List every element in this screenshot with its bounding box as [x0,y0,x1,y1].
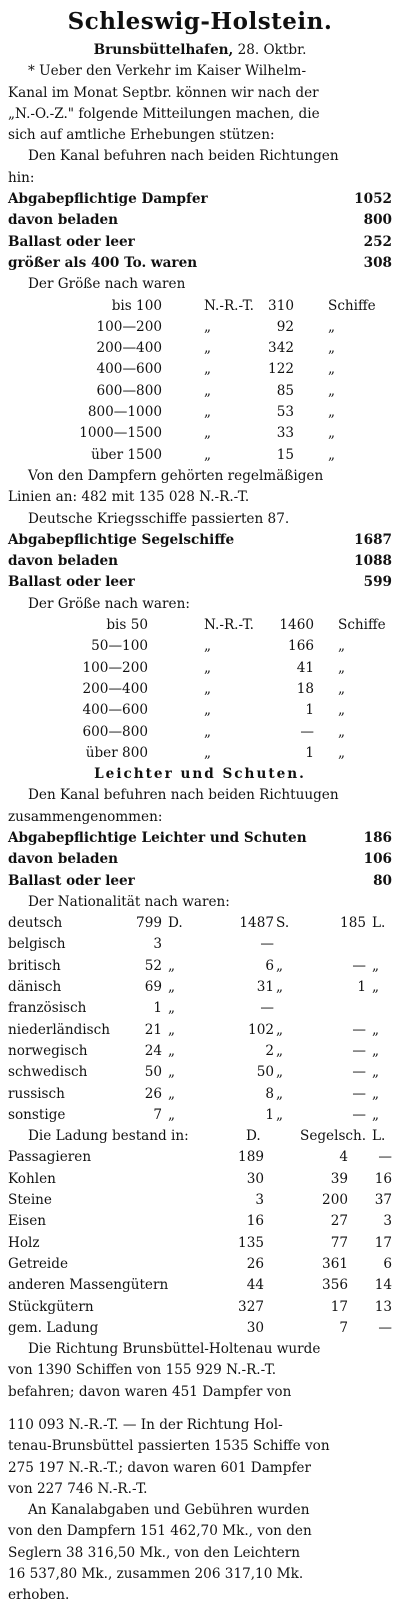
size-unit: „ [204,680,212,697]
nation-su: „ [276,1021,284,1038]
nation-name: niederländisch [8,1021,110,1038]
ladung-s: 200 [322,1192,348,1209]
nation-name: sonstige [8,1106,66,1123]
size-suffix: „ [328,404,336,421]
size-unit: N.-R.-T. [204,297,254,314]
size-row [8,679,392,700]
nation-lu: „ [372,1106,380,1123]
size-count: 122 [268,361,294,378]
size-unit: „ [204,340,212,357]
nation-du: „ [168,1000,176,1017]
size-unit: „ [204,318,212,335]
nation-d: 50 [144,1064,162,1081]
size-count: 92 [276,318,294,335]
size-range: 400—600 [96,361,162,378]
total-value: 1088 [354,553,392,570]
total-label: Abgabepflichtige Segelschiffe [8,531,235,548]
nation-lu: „ [372,1021,380,1038]
size-range: 800—1000 [87,404,162,421]
ladung-l: 6 [383,1255,392,1272]
groesse-heading: Der Größe nach waren [28,276,186,293]
total-label: Abgabepflichtige Leichter und Schuten [8,829,307,846]
abgaben-line: 16 537,80 Mk., zusammen 206 317,10 Mk. [8,1566,304,1583]
kriegsschiffe-line: Deutsche Kriegsschiffe passierten 87. [28,510,290,527]
nation-lu: „ [372,1085,380,1102]
size-range: 600—800 [82,723,148,740]
total-label: Ballast oder leer [8,872,135,889]
size-range: über 800 [85,744,148,761]
dateline-place: Brunsbüttelhafen, [93,42,234,58]
kanal-line: hin: [8,169,35,186]
nation-name: dänisch [8,979,62,996]
ladung-d: 26 [246,1255,264,1272]
total-value: 252 [363,233,392,250]
nation-l: — [352,1106,366,1123]
richtung-line: 275 197 N.-R.-T.; davon waren 601 Dampfer [8,1459,311,1476]
size-unit: „ [204,446,212,463]
size-unit: N.-R.-T. [204,617,254,634]
size-row [8,423,392,444]
nationalitaet-row [8,934,392,955]
ladung-s: 7 [339,1319,348,1336]
nation-l: — [352,1042,366,1059]
nation-name: deutsch [8,915,63,932]
size-range: 100—200 [82,659,148,676]
nationalitaet-row [8,1041,392,1062]
kanal-line: Den Kanal befuhren nach beiden Richtungen [28,148,339,165]
groesse-heading-2: Der Größe nach waren: [28,595,190,612]
nation-du: „ [168,957,176,974]
ladung-item: Getreide [8,1255,69,1272]
dampfer-sizes-table [8,296,392,466]
nation-s: 6 [265,957,274,974]
ladung-row [8,1190,392,1211]
total-value: 80 [373,872,392,889]
nation-name: schwedisch [8,1064,88,1081]
total-row [8,551,392,572]
size-count: 166 [288,638,314,655]
ladung-col-l: L. [372,1128,386,1145]
linien-line: Von den Dampfern gehörten regelmäßigen [28,467,324,484]
ladung-d: 16 [246,1213,264,1230]
nation-d: 52 [144,957,162,974]
size-suffix: „ [328,425,336,442]
ladung-l: 37 [374,1192,392,1209]
ladung-l: 3 [383,1213,392,1230]
nation-d: 3 [153,936,162,953]
nation-name: russisch [8,1085,65,1102]
size-row [8,317,392,338]
size-row [8,658,392,679]
size-range: über 1500 [91,446,162,463]
ladung-table [8,1147,392,1339]
size-unit: „ [204,404,212,421]
size-unit: „ [204,638,212,655]
total-value: 186 [363,829,392,846]
size-unit: „ [204,382,212,399]
nation-su: „ [276,1064,284,1081]
ladung-s: 27 [330,1213,348,1230]
nationalitaet-heading: Der Nationalität nach waren: [28,893,230,910]
size-suffix: „ [338,744,346,761]
total-label: größer als 400 To. waren [8,254,198,271]
leichter-intro-line: Den Kanal befuhren nach beiden Richtuugen [28,787,339,804]
size-range: 100—200 [96,318,162,335]
ladung-item: gem. Ladung [8,1319,99,1336]
nation-s: 2 [265,1042,274,1059]
intro-line: Kanal im Monat Septbr. können wir nach der [8,84,319,101]
ladung-d: 30 [246,1319,264,1336]
total-row [8,530,392,551]
richtung-line: Die Richtung Brunsbüttel-Holtenau wurde [28,1341,321,1358]
ladung-l: 17 [374,1234,392,1251]
ladung-d: 189 [238,1149,264,1166]
size-range: 600—800 [96,382,162,399]
size-suffix: „ [338,680,346,697]
segel-sizes-table [8,615,392,764]
nation-l: 185 [340,915,366,932]
size-row [8,296,392,317]
nation-s: — [260,936,274,953]
nation-l: — [352,1064,366,1081]
nation-d: 24 [144,1042,162,1059]
ladung-item: Stückgütern [8,1298,94,1315]
nationalitaet-row [8,1084,392,1105]
ladung-item: anderen Massengütern [8,1277,169,1294]
nation-s: 31 [256,979,274,996]
size-row [8,402,392,423]
size-row [8,381,392,402]
ladung-d: 3 [255,1192,264,1209]
size-row [8,722,392,743]
nation-su: S. [276,915,290,932]
ladung-heading: Die Ladung bestand in: [28,1128,189,1145]
size-range: 50—100 [91,638,148,655]
nationalitaet-row [8,913,392,934]
ladung-row [8,1233,392,1254]
nation-du: „ [168,979,176,996]
size-range: bis 50 [106,617,148,634]
size-unit: „ [204,702,212,719]
ladung-s: 361 [322,1255,348,1272]
size-suffix: „ [338,723,346,740]
total-row [8,871,392,892]
size-count: 33 [276,425,294,442]
intro-line: „N.-O.-Z." folgende Mitteilungen machen, die [8,105,320,122]
nation-du: „ [168,1085,176,1102]
size-unit: „ [204,723,212,740]
size-suffix: „ [328,318,336,335]
nation-s: 1 [265,1106,274,1123]
leichter-heading: Leichter und Schuten. [94,766,306,783]
nation-l: — [352,957,366,974]
nation-su: „ [276,1106,284,1123]
ladung-s: 77 [330,1234,348,1251]
size-suffix: „ [328,361,336,378]
total-label: Ballast oder leer [8,574,135,591]
size-row [8,445,392,466]
ladung-col-s: Segelsch. [300,1128,367,1145]
ladung-d: 44 [246,1277,264,1294]
size-count: 41 [296,659,314,676]
nationalitaet-row [8,977,392,998]
total-row [8,849,392,870]
nation-su: „ [276,979,284,996]
intro-line: * Ueber den Verkehr im Kaiser Wilhelm- [28,63,307,80]
ladung-l: 16 [374,1170,392,1187]
ladung-s: 17 [330,1298,348,1315]
size-count: 18 [296,680,314,697]
total-row [8,232,392,253]
size-unit: „ [204,425,212,442]
nationalitaet-table [8,913,392,1126]
nation-s: 1487 [239,915,274,932]
nation-lu: „ [372,979,380,996]
nation-lu: „ [372,1064,380,1081]
total-row [8,189,392,210]
richtung-line: von 1390 Schiffen von 155 929 N.-R.-T. [8,1362,277,1379]
nationalitaet-row [8,1062,392,1083]
ladung-col-d: D. [246,1128,261,1145]
size-suffix: „ [338,638,346,655]
total-label: davon beladen [8,553,119,570]
total-label: Ballast oder leer [8,233,135,250]
ladung-item: Holz [8,1234,40,1251]
ladung-row [8,1275,392,1296]
linien-line: Linien an: 482 mit 135 028 N.-R.-T. [8,489,250,506]
nation-du: „ [168,1042,176,1059]
nation-name: norwegisch [8,1042,88,1059]
nation-s: 102 [248,1021,274,1038]
size-suffix: „ [328,382,336,399]
nation-l: — [352,1021,366,1038]
dateline [8,40,392,61]
size-row [8,615,392,636]
abgaben-line: erhoben. [8,1587,70,1604]
ladung-d: 30 [246,1170,264,1187]
dateline-date: 28. Oktbr. [237,42,307,58]
size-row [8,636,392,657]
total-row [8,572,392,593]
size-unit: „ [204,361,212,378]
ladung-row [8,1147,392,1168]
total-value: 308 [363,254,392,271]
nation-du: „ [168,1021,176,1038]
size-suffix: „ [338,659,346,676]
ladung-item: Kohlen [8,1170,56,1187]
richtung-line: tenau-Brunsbüttel passierten 1535 Schiffe von [8,1438,330,1455]
ladung-d: 135 [238,1234,264,1251]
leichter-totals [8,828,392,892]
nationalitaet-row [8,998,392,1019]
size-range: 400—600 [82,702,148,719]
abgaben-line: von den Dampfern 151 462,70 Mk., von den [8,1523,312,1540]
size-suffix: „ [328,340,336,357]
nation-name: französisch [8,1000,87,1017]
nation-l: 1 [357,979,366,996]
size-suffix: Schiffe [338,617,386,634]
intro-line: sich auf amtliche Erhebungen stützen: [8,127,275,144]
size-suffix: „ [328,446,336,463]
size-count: 15 [276,446,294,463]
ladung-s: 356 [322,1277,348,1294]
richtung-line: 110 093 N.-R.-T. — In der Richtung Hol- [8,1417,283,1433]
ladung-row [8,1169,392,1190]
total-row [8,253,392,274]
nation-d: 7 [153,1106,162,1123]
total-label: Abgabepflichtige Dampfer [8,191,208,208]
total-row [8,828,392,849]
nation-su: „ [276,957,284,974]
ladung-row [8,1254,392,1275]
ladung-s: 4 [339,1149,348,1166]
size-count: 342 [268,340,294,357]
size-range: 1000—1500 [79,425,162,442]
size-count: 1460 [279,617,314,634]
total-value: 800 [363,212,392,229]
nation-l: — [352,1085,366,1102]
size-range: 200—400 [82,680,148,697]
dampfer-totals [8,189,392,274]
total-row [8,210,392,231]
size-count: 310 [268,297,294,314]
size-count: 1 [305,702,314,719]
nation-lu: „ [372,1042,380,1059]
nation-name: britisch [8,957,61,974]
nation-su: „ [276,1042,284,1059]
abgaben-line: Seglern 38 316,50 Mk., von den Leichtern [8,1544,300,1561]
size-count: — [300,723,314,740]
size-count: 53 [276,404,294,421]
ladung-row [8,1318,392,1339]
size-row [8,700,392,721]
article-title: Schleswig-Holstein. [67,8,333,35]
total-value: 1687 [354,531,392,548]
leichter-intro-line: zusammengenommen: [8,808,163,825]
ladung-heading-row [8,1126,392,1147]
nation-d: 21 [144,1021,162,1038]
nation-s: 8 [265,1085,274,1102]
nation-name: belgisch [8,936,66,953]
ladung-l: — [378,1319,392,1336]
size-suffix: Schiffe [328,297,376,314]
size-row [8,338,392,359]
nation-du: „ [168,1064,176,1081]
size-range: 200—400 [96,340,162,357]
total-label: davon beladen [8,212,119,229]
size-unit: „ [204,659,212,676]
ladung-l: 14 [374,1277,392,1294]
ladung-item: Eisen [8,1213,47,1230]
nation-d: 1 [153,1000,162,1017]
ladung-s: 39 [330,1170,348,1187]
total-value: 106 [363,851,392,868]
size-range: bis 100 [111,297,162,314]
size-row [8,743,392,764]
nationalitaet-row [8,956,392,977]
nation-s: — [260,1000,274,1017]
nation-d: 69 [144,979,162,996]
total-label: davon beladen [8,851,119,868]
ladung-l: 13 [374,1298,392,1315]
abgaben-line: An Kanalabgaben und Gebühren wurden [28,1502,310,1519]
nation-du: „ [168,1106,176,1123]
nation-su: „ [276,1085,284,1102]
nationalitaet-row [8,1020,392,1041]
nation-lu: „ [372,957,380,974]
nation-s: 50 [256,1064,274,1081]
spacer [8,1403,392,1415]
segel-totals [8,530,392,594]
ladung-row [8,1297,392,1318]
nation-d: 799 [136,915,162,932]
nation-d: 26 [144,1085,162,1102]
total-value: 1052 [354,191,392,208]
nation-lu: L. [372,915,386,932]
ladung-d: 327 [238,1298,264,1315]
size-suffix: „ [338,702,346,719]
size-count: 1 [305,744,314,761]
richtung-line: von 227 746 N.-R.-T. [8,1480,148,1497]
ladung-item: Passagieren [8,1149,92,1166]
richtung-line: befahren; davon waren 451 Dampfer von [8,1383,292,1400]
size-unit: „ [204,744,212,761]
size-row [8,359,392,380]
nationalitaet-row [8,1105,392,1126]
size-count: 85 [276,382,294,399]
ladung-l: — [378,1149,392,1166]
ladung-row [8,1211,392,1232]
total-value: 599 [363,574,392,591]
ladung-item: Steine [8,1192,52,1209]
nation-du: D. [168,915,183,932]
